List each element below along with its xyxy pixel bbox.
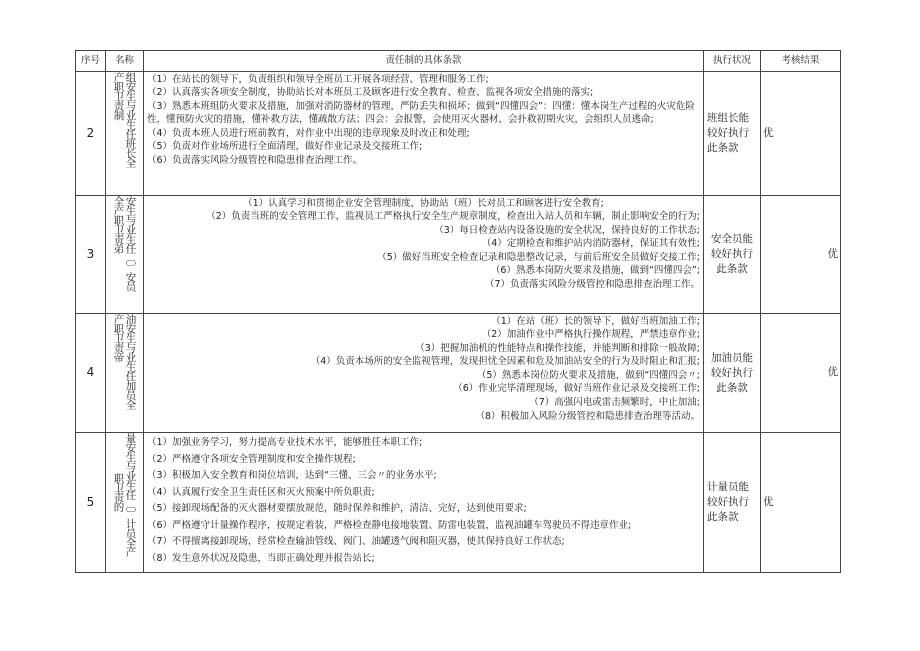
duty-line: （4）定期检查和维护站内消防器材，保证其有效性;: [481, 238, 700, 250]
table-row: [76, 196, 841, 314]
duty-line: （4）认真履行安全卫生责任区和灭火预案中所负职责;: [147, 486, 375, 498]
table-row: [76, 314, 841, 433]
duty-line: （2）负责当班的安全管理工作，监视员工严格执行安全生产规章制度，检查出入站人员和车辆，制止影响安全的行为;: [206, 211, 700, 223]
duty-line: （6）作业完毕清理现场，做好当班作业记录及交接班工作;: [453, 383, 700, 395]
duty-line: （1）加强业务学习，努力提高专业技术水平，能够胜任本职工作;: [147, 437, 423, 448]
name-col-b: 组安生与业生任班长全: [124, 72, 137, 167]
duty-cell: [144, 314, 704, 433]
name-col-a: 全产职卫责弟: [112, 196, 125, 253]
duty-line: （8）积极加入风险分级管控和隐患排查治理等活动。: [475, 410, 700, 422]
duty-cell: [144, 196, 704, 314]
row-number: 3: [76, 196, 106, 314]
result: 优: [761, 433, 841, 573]
row-name: [106, 196, 144, 314]
header-exec: 执行状况: [704, 51, 761, 72]
duty-line: （7）不得擅离接卸现场，经常检查输油管线、阀门、油罐透气阀和阻灭器，使其保持良好工作状态;: [147, 536, 565, 547]
duty-line: （3）每日检查站内设备设施的安全状况，保持良好的工作状态;: [434, 224, 700, 236]
exec-status: 计量员能较好执行此条款: [704, 433, 761, 573]
row-number: 4: [76, 314, 106, 433]
result: 优: [761, 314, 841, 433]
duty-line: （3）熟悉本班组防火要求及措施，加强对消防器材的管理，严防丢失和损坏；做到“四懂四会”：四懂：懂本岗生产过程的火灾危险性，懂预防火灾的措施，懂补救方法，懂疏散方法；四会：会报警，会使用灭火器材，会扑救初期火灾，会组织人员逃命;: [147, 100, 695, 126]
duty-line: （5）负责对作业场所进行全面清理，做好作业记录及交接班工作;: [147, 141, 423, 153]
result: 优: [761, 72, 841, 196]
duty-line: （2）严格遵守各项安全管理制度和安全操作规程;: [147, 453, 356, 465]
duty-line: （4）负责本场所的安全监视管理，发现担忧全因素和危及加油站安全的行为及时阻止和汇报;: [310, 356, 700, 368]
name-col-a: 产职卫责帝: [112, 314, 125, 362]
duty-line: （6）熟悉本岗防火要求及措施，做到“四懂四会”;: [490, 265, 700, 277]
name-col-a: 职卫责的: [112, 473, 125, 511]
duty-line: （3）把握加油机的性能特点和操作技能，并能判断和排除一般故障;: [415, 342, 700, 354]
name-col-b: 油安生与业生任加员全: [124, 314, 137, 409]
duty-line: （2）认真落实各项安全制度，协助站长对本班员工及顾客进行安全教育、检查、监视各项安全措施的落实;: [147, 87, 594, 99]
row-number: 2: [76, 72, 106, 196]
duty-line: （4）负责本班人员进行班前教育，对作业中出现的违章现象及时改正和处理;: [147, 127, 470, 139]
name-col-b: 量安生与业生任〔〕计员全产: [124, 433, 137, 557]
duty-line: （6）严格遵守计量操作程序，按规定着装，严格检查静电接地装置、防雷电装置，监视油罐车驾驶员不得违章作业;: [147, 519, 632, 531]
header-result: 考核结果: [761, 51, 841, 72]
duty-line: （1）在站（班）长的领导下，做好当班加油工作;: [491, 315, 700, 327]
row-name: [106, 72, 144, 196]
duty-line: （1）在站长的领导下，负责组织和领导全班员工开展各项经营、管理和服务工作;: [147, 73, 489, 85]
duty-line: （6）负责落实风险分级管控和隐患排查治理工作。: [147, 155, 363, 167]
duty-line: （2）加油作业中严格执行操作规程，严禁违章作业;: [481, 329, 700, 341]
duty-line: （8）发生意外状况及隐患，当即正确处理并报告站长;: [147, 552, 375, 564]
name-col-a: 产职卫责制: [112, 72, 125, 120]
duty-line: （3）积极加入安全教育和岗位培训，达到“三懂、三会〃的业务水平;: [147, 470, 437, 481]
row-name: [106, 314, 144, 433]
duty-cell: [144, 72, 704, 196]
exec-status: 安全员能较好执行此条款: [704, 196, 761, 314]
duty-line: （7）负责落实风险分级管控和隐患排查治理工作。: [484, 279, 700, 291]
table-row: [76, 433, 841, 573]
name-col-b: 安生与业生任〔〕安员: [124, 196, 137, 291]
exec-status: 加油员能较好执行此条款: [704, 314, 761, 433]
responsibility-table: [75, 50, 841, 573]
duty-line: （5）做好当班安全检查记录和隐患整改记录，与前后班安全员做好交接工作;: [377, 251, 700, 263]
duty-line: （1）认真学习和贯彻企业安全管理制度，协助站（班）长对员工和顾客进行安全教育;: [243, 197, 604, 209]
duty-line: （5）熟悉本岗位防火要求及措施，做到“四懂四会〃;: [476, 369, 700, 381]
duty-cell: [144, 433, 704, 573]
header-row: [76, 51, 841, 72]
result: 优: [761, 196, 841, 314]
duty-line: （5）接卸现场配备的灭火器材要摆放规范，随时保养和维护，清洁、完好，达到使用要求;: [147, 503, 527, 514]
header-no: 序号: [76, 51, 106, 72]
duty-line: （7）高强闪电或雷击频繁时，中止加油;: [529, 397, 700, 409]
header-name: 名称: [106, 51, 144, 72]
exec-status: 班组长能较好执行此条款: [704, 72, 761, 196]
row-name: [106, 433, 144, 573]
table-row: [76, 72, 841, 196]
row-number: 5: [76, 433, 106, 573]
header-duty: 责任制的具体条款: [144, 51, 704, 72]
